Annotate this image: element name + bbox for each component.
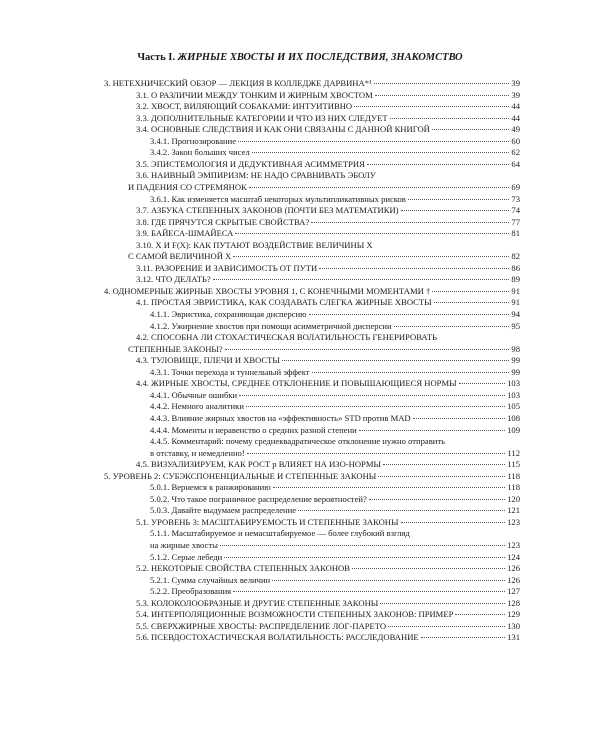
toc-entry[interactable] (136, 159, 520, 170)
toc-entry-page: 103 (507, 378, 520, 389)
toc-entry[interactable] (150, 401, 520, 412)
dot-leader (408, 199, 510, 200)
toc-entry-title: 3.2. ХВОСТ, ВИЛЯЮЩИЙ СОБАКАМИ: ИНТУИТИВНО (136, 101, 353, 112)
dot-leader (378, 476, 505, 477)
toc-entry[interactable] (150, 505, 520, 516)
toc-entry[interactable] (150, 575, 520, 586)
toc-entry-page: 112 (507, 447, 520, 458)
toc-entry-page: 99 (511, 366, 520, 377)
toc-entry[interactable] (104, 286, 520, 297)
toc-entry-title: 4.4.4. Моменты и неравенство о средних разной степени (150, 424, 357, 435)
toc-entry-page: 121 (507, 505, 520, 516)
toc-entry[interactable] (104, 471, 520, 482)
dot-leader (233, 591, 505, 592)
dot-leader (459, 383, 506, 384)
part-header (0, 52, 600, 63)
toc-entry[interactable] (150, 390, 520, 401)
toc-entry-title: 3. НЕТЕХНИЧЕСКИЙ ОБЗОР — ЛЕКЦИЯ В КОЛЛЕДЖЕ ДАРВИНА*¹ (104, 78, 372, 88)
toc-entry[interactable] (150, 367, 520, 378)
toc-entry-title: 5. УРОВЕНЬ 2: СУБЭКСПОНЕНЦИАЛЬНЫЕ И СТЕПЕННЫЕ ЗАКОНЫ (104, 470, 377, 481)
toc-entry-page: 118 (507, 470, 520, 481)
dot-leader (421, 637, 505, 638)
toc-entry-page: 123 (507, 516, 520, 527)
dot-leader (311, 222, 509, 223)
dot-leader (383, 464, 505, 465)
toc-entry-page: 39 (511, 89, 520, 100)
dot-leader (401, 522, 506, 523)
dot-leader (309, 314, 510, 315)
dot-leader (252, 152, 510, 153)
toc-entry[interactable] (136, 459, 520, 470)
dot-leader (235, 233, 509, 234)
toc-entry-title: 4.3.1. Точки перехода и туннельный эффект (150, 366, 310, 377)
toc-entry-title: 5.2.2. Преобразования (150, 586, 232, 597)
toc-entry-title: 4.5. ВИЗУАЛИЗИРУЕМ, КАК РОСТ p ВЛИЯЕТ НА ИЗО-НОРМЫ (136, 459, 381, 470)
toc-entry-title: И ПАДЕНИЯ СО СТРЕМЯНОК (128, 181, 247, 192)
toc-entry[interactable] (150, 147, 520, 158)
toc-entry-title: 5.0.2. Что такое пограничное распределение вероятностей? (150, 493, 367, 504)
toc-entry-title: 3.9. БАЙЕСА-ШМАЙЕСА (136, 228, 234, 239)
toc-entry-page: 128 (507, 597, 520, 608)
toc-entry-page: 86 (511, 262, 520, 273)
toc-entry-title: 3.12. ЧТО ДЕЛАТЬ? (136, 274, 211, 285)
toc-entry-page: 73 (511, 193, 520, 204)
toc-entry[interactable] (150, 136, 520, 147)
toc-entry-title: 5.0.1. Вернемся к ранжированию (150, 482, 271, 493)
toc-entry[interactable] (150, 540, 520, 551)
dot-leader (455, 614, 505, 615)
toc-entry[interactable] (136, 332, 520, 343)
toc-entry-title: 5.0.3. Давайте выдумаем распределение (150, 505, 297, 516)
toc-entry[interactable] (150, 586, 520, 597)
dot-leader (359, 430, 505, 431)
toc-entry-title: 5.2. НЕКОТОРЫЕ СВОЙСТВА СТЕПЕННЫХ ЗАКОНОВ (136, 563, 350, 574)
toc-entry[interactable] (128, 182, 520, 193)
toc-entry-page: 120 (507, 493, 520, 504)
dot-leader (319, 268, 509, 269)
dot-leader (272, 580, 505, 581)
toc-entry[interactable] (150, 425, 520, 436)
toc-entry-title: на жирные хвосты (150, 540, 218, 550)
toc-entry[interactable] (136, 632, 520, 643)
toc-entry[interactable] (136, 170, 520, 181)
toc-entry[interactable] (150, 413, 520, 424)
dot-leader (225, 349, 510, 350)
dot-leader (388, 626, 505, 627)
toc-entry[interactable] (150, 321, 520, 332)
toc-entry-title: 3.4. ОСНОВНЫЕ СЛЕДСТВИЯ И КАК ОНИ СВЯЗАНЫ С ДАННОЙ КНИГОЙ (136, 124, 430, 135)
toc-entry-title: 5.5. СВЕРХЖИРНЫЕ ХВОСТЫ: РАСПРЕДЕЛЕНИЕ ЛОГ-ПАРЕТО (136, 620, 387, 631)
toc-entry-page: 77 (511, 216, 520, 227)
dot-leader (401, 210, 510, 211)
toc-entry-title: 5.2.1. Сумма случайных величин (150, 574, 271, 585)
toc-entry[interactable] (136, 90, 520, 101)
toc-entry[interactable] (136, 378, 520, 389)
toc-entry-page: 127 (507, 586, 520, 597)
toc-entry-title: 5.6. ПСЕВДОСТОХАСТИЧЕСКАЯ ВОЛАТИЛЬНОСТЬ: РАССЛЕДОВАНИЕ (136, 632, 419, 643)
toc-entry-title: 4.2. СПОСОБНА ЛИ СТОХАСТИЧЕСКАЯ ВОЛАТИЛЬНОСТЬ ГЕНЕРИРОВАТЬ (136, 332, 438, 343)
toc-entry-title: 3.3. ДОПОЛНИТЕЛЬНЫЕ КАТЕГОРИИ И ЧТО ИЗ НИХ СЛЕДУЕТ (136, 112, 388, 123)
dot-leader (238, 141, 509, 142)
toc-entry-page: 131 (507, 632, 520, 643)
toc-entry[interactable] (136, 297, 520, 308)
toc-entry[interactable] (128, 251, 520, 262)
toc-entry[interactable] (104, 78, 520, 89)
toc-entry-page: 126 (507, 563, 520, 574)
toc-entry[interactable] (136, 101, 520, 112)
toc-entry[interactable] (136, 355, 520, 366)
dot-leader (369, 499, 505, 500)
dot-leader (434, 302, 510, 303)
toc-entry[interactable] (150, 494, 520, 505)
toc-entry[interactable] (136, 274, 520, 285)
toc-entry-title: 5.1. УРОВЕНЬ 3: МАСШТАБИРУЕМОСТЬ И СТЕПЕННЫЕ ЗАКОНЫ (136, 516, 399, 527)
toc-entry-title: 3.1. О РАЗЛИЧИИ МЕЖДУ ТОНКИМ И ЖИРНЫМ ХВОСТОМ (136, 89, 373, 100)
toc-entry-title: 3.4.1. Прогнозирование (150, 135, 237, 146)
dot-leader (390, 118, 510, 119)
toc-entry-title: 4.4.2. Немного аналитики (150, 401, 244, 412)
toc-entry[interactable] (136, 205, 520, 216)
toc-entry-title: 4.4.3. Влияние жирных хвостов на «эффективность» STD против MAD (150, 412, 411, 423)
toc-entry-title: СТЕПЕННЫЕ ЗАКОНЫ? (128, 343, 223, 354)
toc-entry[interactable] (136, 124, 520, 135)
toc-entry-page: 91 (511, 297, 520, 308)
dot-leader (432, 129, 510, 130)
toc-entry[interactable] (136, 113, 520, 124)
toc-entry[interactable] (136, 240, 520, 251)
toc-entry-title: 4.4. ЖИРНЫЕ ХВОСТЫ, СРЕДНЕЕ ОТКЛОНЕНИЕ И ПОВЫШАЮЩИЕСЯ НОРМЫ (136, 378, 457, 389)
dot-leader (352, 568, 505, 569)
toc-entry-title: 4.3. ТУЛОВИЩЕ, ПЛЕЧИ И ХВОСТЫ (136, 355, 280, 366)
toc-entry-page: 109 (507, 424, 520, 435)
toc-entry-page: 44 (511, 112, 520, 123)
toc-entry-title: 4.4.1. Обычные ошибки (150, 389, 238, 400)
toc-entry-page: 64 (511, 158, 520, 169)
dot-leader (220, 545, 505, 546)
dot-leader (413, 418, 505, 419)
toc-entry[interactable] (136, 609, 520, 620)
toc-entry-page: 89 (511, 274, 520, 285)
toc-entry-title: 5.4. ИНТЕРПОЛЯЦИОННЫЕ ВОЗМОЖНОСТИ СТЕПЕННЫХ ЗАКОНОВ: ПРИМЕР (136, 609, 454, 620)
toc-entry-title: 3.4.2. Закон больших чисел (150, 147, 250, 158)
dot-leader (282, 360, 510, 361)
toc-entry-page: 94 (511, 309, 520, 319)
toc-entry-page: 69 (511, 181, 520, 192)
toc-entry[interactable] (136, 217, 520, 228)
dot-leader (298, 510, 505, 511)
toc-entry-page: 126 (507, 574, 520, 585)
toc-entry-title: 3.8. ГДЕ ПРЯЧУТСЯ СКРЫТЫЕ СВОЙСТВА? (136, 216, 310, 227)
dot-leader (246, 406, 505, 407)
dot-leader (432, 291, 509, 292)
toc-entry-page: 123 (507, 540, 520, 550)
toc-entry-page: 82 (511, 251, 520, 262)
dot-leader (247, 453, 506, 454)
toc-entry[interactable] (136, 517, 520, 528)
toc-entry[interactable] (150, 309, 520, 320)
toc-entry-page: 108 (507, 412, 520, 423)
toc-entry-title: 3.6.1. Как изменяется масштаб некоторых мультипликативных рисков (150, 193, 406, 204)
dot-leader (394, 326, 510, 327)
dot-leader (224, 557, 505, 558)
toc-entry-page: 39 (511, 78, 520, 88)
part-title: ЖИРНЫЕ ХВОСТЫ И ИХ ПОСЛЕДСТВИЯ, ЗНАКОМСТВО (177, 52, 463, 63)
dot-leader (312, 372, 510, 373)
toc-entry-title: 4.1.2. Ужирнение хвостов при помощи асимметричной дисперсии (150, 320, 392, 331)
dot-leader (249, 187, 510, 188)
toc-entry-title: 4.1.1. Эвристика, сохраняющая дисперсию (150, 309, 307, 319)
toc-entry-page: 62 (511, 147, 520, 158)
toc-entry-page: 49 (511, 124, 520, 135)
toc-entry-page: 60 (511, 135, 520, 146)
dot-leader (239, 395, 505, 396)
toc-entry[interactable] (150, 528, 520, 539)
toc-entry-page: 115 (507, 459, 520, 470)
toc-entry-page: 103 (507, 389, 520, 400)
toc-entry-title: 5.1.2. Серые лебеди (150, 551, 223, 562)
toc-entry-page: 99 (511, 355, 520, 366)
toc-entry-title: С САМОЙ ВЕЛИЧИНОЙ X (128, 251, 232, 262)
toc-entry-page: 124 (507, 551, 520, 562)
toc-entry-page: 44 (511, 101, 520, 112)
toc-entry-title: 3.5. ЭПИСТЕМОЛОГИЯ И ДЕДУКТИВНАЯ АСИММЕТРИЯ (136, 158, 365, 169)
toc-entry-title: 3.11. РАЗОРЕНИЕ И ЗАВИСИМОСТЬ ОТ ПУТИ (136, 262, 318, 273)
toc-entry[interactable] (150, 194, 520, 205)
dot-leader (213, 279, 510, 280)
toc-entry-page: 95 (511, 320, 520, 331)
toc-entry-title: 4.4.5. Комментарий: почему среднеквадратическое отклонение нужно отправить (150, 436, 446, 447)
dot-leader (380, 603, 505, 604)
toc-entry-title: в отставку, и немедленно! (150, 447, 245, 458)
dot-leader (375, 95, 510, 96)
toc-entry-page: 91 (511, 285, 520, 296)
toc-entry-title: 5.1.1. Масштабируемое и немасштабируемое — более глубокий взгляд (150, 528, 410, 539)
toc-entry[interactable] (136, 598, 520, 609)
toc-entry-page: 81 (511, 228, 520, 239)
toc-entry[interactable] (136, 263, 520, 274)
toc-entry-page: 129 (507, 609, 520, 620)
toc-entry-title: 4. ОДНОМЕРНЫЕ ЖИРНЫЕ ХВОСТЫ УРОВНЯ 1, С КОНЕЧНЫМИ МОМЕНТАМИ † (104, 285, 431, 296)
part-label: Часть I. (137, 52, 176, 63)
toc-entry[interactable] (136, 228, 520, 239)
dot-leader (354, 106, 509, 107)
toc-entry-title: 3.6. НАИВНЫЙ ЭМПИРИЗМ: НЕ НАДО СРАВНИВАТЬ ЭБОЛУ (136, 170, 376, 181)
dot-leader (374, 83, 510, 84)
toc-entry-page: 98 (511, 343, 520, 354)
toc-entry-page: 118 (507, 482, 520, 493)
toc-entry-title: 3.7. АЗБУКА СТЕПЕННЫХ ЗАКОНОВ (ПОЧТИ БЕЗ МАТЕМАТИКИ) (136, 205, 399, 216)
dot-leader (233, 256, 509, 257)
toc-entry-title: 5.3. КОЛОКОЛООБРАЗНЫЕ И ДРУГИЕ СТЕПЕННЫЕ ЗАКОНЫ (136, 597, 379, 608)
toc-entry-page: 105 (507, 401, 520, 412)
toc-entry[interactable] (136, 621, 520, 632)
dot-leader (367, 164, 510, 165)
toc-entry[interactable] (128, 344, 520, 355)
toc-entry-title: 4.1. ПРОСТАЯ ЭВРИСТИКА, КАК СОЗДАВАТЬ СЛЕГКА ЖИРНЫЕ ХВОСТЫ (136, 297, 432, 308)
toc-entry[interactable] (150, 482, 520, 493)
toc-entry-title: 3.10. X И F(X): КАК ПУТАЮТ ВОЗДЕЙСТВИЕ ВЕЛИЧИНЫ X (136, 239, 373, 250)
toc-entry[interactable] (150, 448, 520, 459)
toc-entry[interactable] (150, 552, 520, 563)
toc-entry-page: 74 (511, 205, 520, 216)
toc-entry[interactable] (136, 563, 520, 574)
toc-entry-page: 130 (507, 620, 520, 631)
toc-entry[interactable] (150, 436, 520, 447)
dot-leader (273, 487, 506, 488)
